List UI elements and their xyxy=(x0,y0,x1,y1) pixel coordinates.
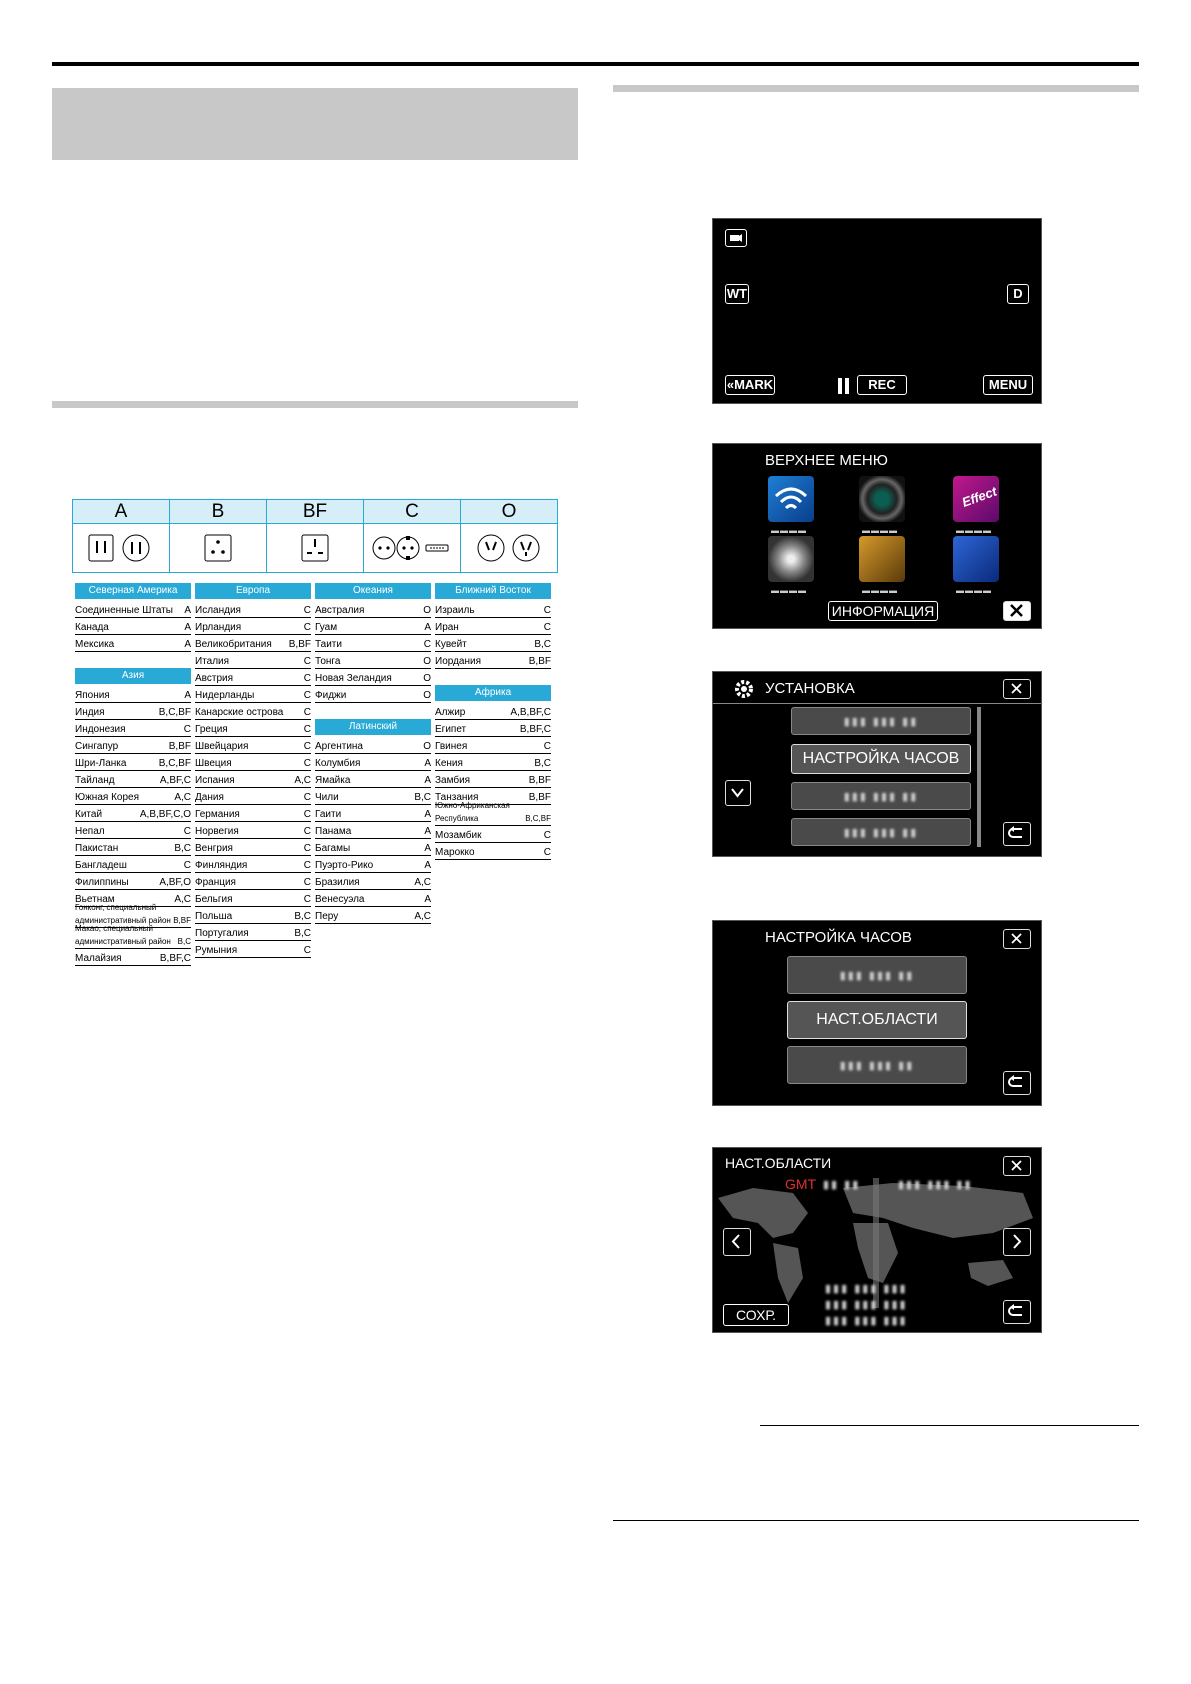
mark-button[interactable]: «MARK xyxy=(725,375,775,395)
country-row xyxy=(435,635,551,652)
country-name: Непал xyxy=(75,826,105,837)
plug-type-a: A xyxy=(73,500,170,523)
plug-code: C xyxy=(303,758,311,769)
clock-setting-title: НАСТРОЙКА ЧАСОВ xyxy=(765,929,912,946)
top-menu-screen: ВЕРХНЕЕ МЕНЮ ▬▬▬▬ ▬▬▬▬ Effect ▬▬▬▬ ▬▬▬▬ ▬▬▬▬ ▬▬▬▬ ИНФОРМАЦИЯ xyxy=(712,443,1042,629)
country-row xyxy=(435,652,551,669)
plug-code: B,C xyxy=(414,792,431,803)
plug-code: C xyxy=(543,605,551,616)
plug-code: A xyxy=(184,622,191,633)
area-setting-item[interactable]: НАСТ.ОБЛАСТИ xyxy=(787,1001,967,1039)
country-row xyxy=(435,771,551,788)
country-row xyxy=(435,601,551,618)
plug-code: A xyxy=(184,605,191,616)
plug-code: C xyxy=(183,860,191,871)
country-row xyxy=(75,839,191,856)
plug-code: A xyxy=(424,860,431,871)
plug-code: B,BF xyxy=(288,639,311,650)
country-name: Панама xyxy=(315,826,352,837)
country-row xyxy=(195,924,311,941)
plug-code: B,BF,C xyxy=(519,724,551,735)
country-row xyxy=(435,618,551,635)
country-name: Сингапур xyxy=(75,741,119,752)
plug-a-icon xyxy=(73,524,170,572)
city-list-1: ▮▮▮ ▮▮▮ ▮▮▮ xyxy=(825,1283,908,1295)
country-name: Нидерланды xyxy=(195,690,255,701)
country-name: Марокко xyxy=(435,847,475,858)
country-row xyxy=(75,618,191,635)
country-name: Филиппины xyxy=(75,877,129,888)
plug-code: B,C xyxy=(534,758,551,769)
country-name: Таити xyxy=(315,639,342,650)
plug-code: A xyxy=(424,775,431,786)
country-name: Чили xyxy=(315,792,339,803)
country-name: Тонга xyxy=(315,656,341,667)
country-row xyxy=(75,788,191,805)
right-section-bar xyxy=(613,85,1139,92)
chevron-down-icon[interactable] xyxy=(725,780,751,806)
country-row xyxy=(195,720,311,737)
plug-code: A xyxy=(424,826,431,837)
hdmi-connection-icon[interactable] xyxy=(859,536,905,582)
country-name: Дания xyxy=(195,792,224,803)
plug-code: O xyxy=(423,673,431,684)
country-row xyxy=(75,635,191,652)
chevron-left-icon[interactable] xyxy=(723,1228,751,1256)
plug-code: B,C xyxy=(294,928,311,939)
plug-code: A,BF,O xyxy=(159,877,191,888)
d-button[interactable]: D xyxy=(1007,284,1029,304)
note-rule xyxy=(760,1425,1139,1426)
country-name: Румыния xyxy=(195,945,238,956)
plug-code: C xyxy=(303,741,311,752)
country-row xyxy=(315,839,431,856)
country-row xyxy=(435,754,551,771)
plug-code: A,C xyxy=(294,775,311,786)
plug-type-o: O xyxy=(501,501,517,522)
plug-code: B,BF xyxy=(528,792,551,803)
close-icon[interactable] xyxy=(1003,601,1031,621)
pause-icon[interactable] xyxy=(837,377,851,395)
country-name: Германия xyxy=(195,809,240,820)
plug-code: B,C xyxy=(177,937,191,946)
country-name: Бангладеш xyxy=(75,860,127,871)
back-icon[interactable] xyxy=(1003,822,1031,846)
region-title-africa: Африка xyxy=(435,685,551,701)
country-name: Ирландия xyxy=(195,622,242,633)
video-mode-icon[interactable] xyxy=(725,229,747,247)
country-name: Польша xyxy=(195,911,233,922)
plug-c-icon xyxy=(364,524,461,572)
country-name: Танзания xyxy=(435,792,479,803)
country-name: Новая Зеландия xyxy=(315,673,392,684)
sd-card-icon[interactable] xyxy=(953,536,999,582)
save-button[interactable]: СОХР. xyxy=(723,1304,789,1326)
plug-code: C xyxy=(303,945,311,956)
country-row xyxy=(75,771,191,788)
country-name: Япония xyxy=(75,690,110,701)
country-row xyxy=(75,805,191,822)
country-name: Канарские острова xyxy=(195,707,284,718)
country-row xyxy=(195,907,311,924)
region-title-oceania: Океания xyxy=(315,583,431,599)
country-row xyxy=(75,686,191,703)
country-row xyxy=(195,652,311,669)
country-name: Малайзия xyxy=(75,953,122,964)
country-name: Швейцария xyxy=(195,741,249,752)
country-row xyxy=(315,788,431,805)
country-name: Южно-Африканская Республика xyxy=(435,801,510,823)
country-row xyxy=(435,801,551,826)
country-row xyxy=(75,822,191,839)
country-name: Замбия xyxy=(435,775,471,786)
plug-code: B,BF xyxy=(168,741,191,752)
plug-code: A xyxy=(424,843,431,854)
country-name: Вьетнам xyxy=(75,894,115,905)
country-row xyxy=(315,822,431,839)
plug-code: B,C,BF xyxy=(525,814,551,823)
country-name: Аргентина xyxy=(315,741,363,752)
country-name: Иордания xyxy=(435,656,482,667)
plug-code: B,C xyxy=(294,911,311,922)
close-icon[interactable] xyxy=(1003,929,1031,949)
setup-title: УСТАНОВКА xyxy=(765,680,855,697)
plug-b-icon xyxy=(170,524,267,572)
effect-icon[interactable]: Effect xyxy=(953,476,999,522)
country-name: Швеция xyxy=(195,758,232,769)
country-row xyxy=(195,686,311,703)
plug-type-table xyxy=(72,499,558,573)
country-name: Пакистан xyxy=(75,843,119,854)
plug-code: B,C xyxy=(534,639,551,650)
country-name: Бельгия xyxy=(195,894,233,905)
menu-item-blurred-1[interactable]: ▮▮▮ ▮▮▮ ▮▮ xyxy=(791,707,971,735)
plug-code: C xyxy=(303,826,311,837)
menu-item-blurred-1[interactable]: ▮▮▮ ▮▮▮ ▮▮ xyxy=(787,956,967,994)
plug-code: C xyxy=(303,877,311,888)
country-name: Бразилия xyxy=(315,877,360,888)
country-row xyxy=(195,941,311,958)
country-name: Финляндия xyxy=(195,860,248,871)
section-header-box xyxy=(52,88,578,160)
plug-code: O xyxy=(423,605,431,616)
country-row xyxy=(315,907,431,924)
country-row xyxy=(75,754,191,771)
settings-gear-icon[interactable] xyxy=(768,536,814,582)
country-row xyxy=(315,669,431,686)
area-setting-title: НАСТ.ОБЛАСТИ xyxy=(725,1155,832,1171)
city-list-3: ▮▮▮ ▮▮▮ ▮▮▮ xyxy=(825,1315,908,1327)
plug-code: C xyxy=(303,894,311,905)
camera-lens-icon[interactable] xyxy=(859,476,905,522)
plug-type-b: B xyxy=(170,500,267,523)
gear-icon xyxy=(733,678,755,705)
plug-code: A,B,BF,C,O xyxy=(139,809,191,820)
country-name: Италия xyxy=(195,656,230,667)
country-row xyxy=(315,754,431,771)
plug-code: C xyxy=(303,673,311,684)
plug-code: A xyxy=(424,758,431,769)
country-name: Индия xyxy=(75,707,105,718)
country-name: Кения xyxy=(435,758,463,769)
country-row xyxy=(195,822,311,839)
rec-button[interactable]: REC xyxy=(857,375,907,395)
menu-item-blurred-3[interactable]: ▮▮▮ ▮▮▮ ▮▮ xyxy=(791,818,971,846)
country-row xyxy=(195,873,311,890)
country-name: Пуэрто-Рико xyxy=(315,860,374,871)
country-name: Колумбия xyxy=(315,758,361,769)
city-list-2: ▮▮▮ ▮▮▮ ▮▮▮ xyxy=(825,1299,908,1311)
country-row xyxy=(435,703,551,720)
country-name: Франция xyxy=(195,877,236,888)
country-row xyxy=(75,856,191,873)
country-row xyxy=(195,703,311,720)
plug-code: B,BF xyxy=(528,656,551,667)
chevron-right-icon[interactable] xyxy=(1003,1228,1031,1256)
subsection-bar xyxy=(52,401,578,408)
country-row xyxy=(195,635,311,652)
plug-code: C xyxy=(183,724,191,735)
country-name: Австралия xyxy=(315,605,365,616)
area-time-value: ▮▮▮ ▮▮▮ ▮▮ xyxy=(898,1179,973,1191)
plug-code: B,BF xyxy=(528,775,551,786)
country-name: Великобритания xyxy=(195,639,272,650)
menu-item-blurred-2[interactable]: ▮▮▮ ▮▮▮ ▮▮ xyxy=(787,1046,967,1084)
plug-code: A xyxy=(424,622,431,633)
plug-code: A xyxy=(184,639,191,650)
clock-setting-item[interactable]: НАСТРОЙКА ЧАСОВ xyxy=(791,744,971,774)
country-name: Венесуэла xyxy=(315,894,365,905)
country-row xyxy=(435,843,551,860)
country-row xyxy=(75,737,191,754)
area-setting-screen xyxy=(712,1147,1042,1333)
country-name: Исландия xyxy=(195,605,241,616)
country-row xyxy=(195,754,311,771)
country-name: Перу xyxy=(315,911,339,922)
country-row xyxy=(195,669,311,686)
plug-code: B,C,BF xyxy=(158,758,191,769)
plug-code: A,C xyxy=(414,877,431,888)
country-row xyxy=(195,890,311,907)
country-name: Гонконг, специальный административный район xyxy=(75,903,171,925)
country-row xyxy=(195,737,311,754)
wifi-icon[interactable] xyxy=(768,476,814,522)
country-row xyxy=(195,805,311,822)
country-name: Багамы xyxy=(315,843,351,854)
country-row xyxy=(75,720,191,737)
country-row xyxy=(75,703,191,720)
top-menu-title: ВЕРХНЕЕ МЕНЮ xyxy=(765,452,888,469)
plug-code: A,C xyxy=(414,911,431,922)
country-name: Испания xyxy=(195,775,235,786)
country-name: Египет xyxy=(435,724,467,735)
country-row xyxy=(315,686,431,703)
plug-code: C xyxy=(303,809,311,820)
country-name: Индонезия xyxy=(75,724,126,735)
country-row xyxy=(195,771,311,788)
close-icon[interactable] xyxy=(1003,679,1031,699)
country-name: Шри-Ланка xyxy=(75,758,127,769)
plug-bf-icon xyxy=(267,524,364,572)
country-row xyxy=(75,601,191,618)
country-row xyxy=(75,924,191,949)
country-row xyxy=(315,618,431,635)
plug-code: A,BF,C xyxy=(159,775,191,786)
country-row xyxy=(435,720,551,737)
plug-code: C xyxy=(303,707,311,718)
country-row xyxy=(195,601,311,618)
plug-code: C xyxy=(543,830,551,841)
country-name: Мексика xyxy=(75,639,115,650)
country-name: Южная Корея xyxy=(75,792,139,803)
country-row xyxy=(315,601,431,618)
country-name: Португалия xyxy=(195,928,249,939)
menu-button[interactable]: MENU xyxy=(983,375,1033,395)
country-row xyxy=(75,873,191,890)
plug-code: C xyxy=(543,741,551,752)
plug-code: A xyxy=(424,894,431,905)
country-name: Гаити xyxy=(315,809,342,820)
region-title-middle-east: Ближний Восток xyxy=(435,583,551,599)
setup-menu-screen xyxy=(712,671,1042,857)
close-icon[interactable] xyxy=(1003,1156,1031,1176)
country-name: Тайланд xyxy=(75,775,115,786)
plug-type-c: C xyxy=(364,500,461,523)
country-name: Венгрия xyxy=(195,843,233,854)
clock-setting-screen xyxy=(712,920,1042,1106)
country-row xyxy=(315,737,431,754)
gmt-label: GMT xyxy=(785,1176,817,1192)
plug-code: B,C xyxy=(174,843,191,854)
country-name: Макао, специальный административный район xyxy=(75,924,171,946)
region-title-north-america: Северная Америка xyxy=(75,583,191,599)
plug-code: B,BF xyxy=(173,916,191,925)
plug-o-icon xyxy=(461,524,557,572)
plug-code: C xyxy=(303,690,311,701)
bottom-rule xyxy=(613,1520,1139,1521)
country-row xyxy=(195,856,311,873)
region-title-latin: Латинский xyxy=(315,719,431,735)
country-name: Соединенные Штаты xyxy=(75,605,173,616)
region-title-europe: Европа xyxy=(195,583,311,599)
scrollbar[interactable] xyxy=(977,707,981,847)
country-row xyxy=(315,805,431,822)
country-row xyxy=(315,856,431,873)
wt-button[interactable]: WT xyxy=(725,284,749,304)
column-3 xyxy=(315,583,431,924)
plug-code: C xyxy=(303,843,311,854)
plug-code: C xyxy=(303,860,311,871)
country-row xyxy=(315,890,431,907)
back-icon[interactable] xyxy=(1003,1300,1031,1324)
plug-code: C xyxy=(303,605,311,616)
country-row xyxy=(435,737,551,754)
plug-code: C xyxy=(423,639,431,650)
plug-code: A,C xyxy=(174,792,191,803)
setup-header xyxy=(713,672,1042,704)
country-name: Гвинея xyxy=(435,741,468,752)
country-name: Норвегия xyxy=(195,826,239,837)
country-name: Израиль xyxy=(435,605,475,616)
country-row xyxy=(195,839,311,856)
country-name: Греция xyxy=(195,724,228,735)
column-2 xyxy=(195,583,311,958)
plug-code: O xyxy=(423,741,431,752)
gmt-offset-value: ▮▮ ▮▮ xyxy=(823,1179,861,1191)
plug-code: A,B,BF,C xyxy=(510,707,551,718)
country-name: Кувейт xyxy=(435,639,467,650)
country-row xyxy=(315,652,431,669)
plug-code: O xyxy=(423,656,431,667)
back-icon[interactable] xyxy=(1003,1071,1031,1095)
country-name: Китай xyxy=(75,809,103,820)
country-name: Алжир xyxy=(435,707,466,718)
plug-code: A,C xyxy=(174,894,191,905)
plug-code: C xyxy=(543,847,551,858)
plug-code: C xyxy=(303,724,311,735)
country-row xyxy=(435,826,551,843)
info-button[interactable]: ИНФОРМАЦИЯ xyxy=(828,601,938,621)
country-row xyxy=(195,618,311,635)
country-name: Ямайка xyxy=(315,775,351,786)
country-row xyxy=(315,635,431,652)
country-name: Мозамбик xyxy=(435,830,482,841)
country-name: Фиджи xyxy=(315,690,347,701)
menu-item-blurred-2[interactable]: ▮▮▮ ▮▮▮ ▮▮ xyxy=(791,782,971,810)
country-row xyxy=(195,788,311,805)
column-1 xyxy=(75,583,191,966)
plug-code: A xyxy=(184,690,191,701)
country-row xyxy=(315,873,431,890)
country-name: Австрия xyxy=(195,673,234,684)
plug-code: C xyxy=(303,792,311,803)
column-4 xyxy=(435,583,551,860)
plug-code: C xyxy=(303,622,311,633)
plug-code: C xyxy=(543,622,551,633)
country-name: Иран xyxy=(435,622,459,633)
country-row xyxy=(315,771,431,788)
plug-code: O xyxy=(423,690,431,701)
plug-type-bf: BF xyxy=(267,500,364,523)
plug-code: A xyxy=(424,809,431,820)
plug-code: C xyxy=(303,656,311,667)
country-row xyxy=(75,949,191,966)
region-title-asia: Азия xyxy=(75,668,191,684)
camera-rec-screen xyxy=(712,218,1042,404)
top-rule xyxy=(52,62,1139,66)
plug-code: C xyxy=(183,826,191,837)
plug-code: B,BF,C xyxy=(159,953,191,964)
country-name: Гуам xyxy=(315,622,338,633)
plug-code: B,C,BF xyxy=(158,707,191,718)
country-name: Канада xyxy=(75,622,109,633)
